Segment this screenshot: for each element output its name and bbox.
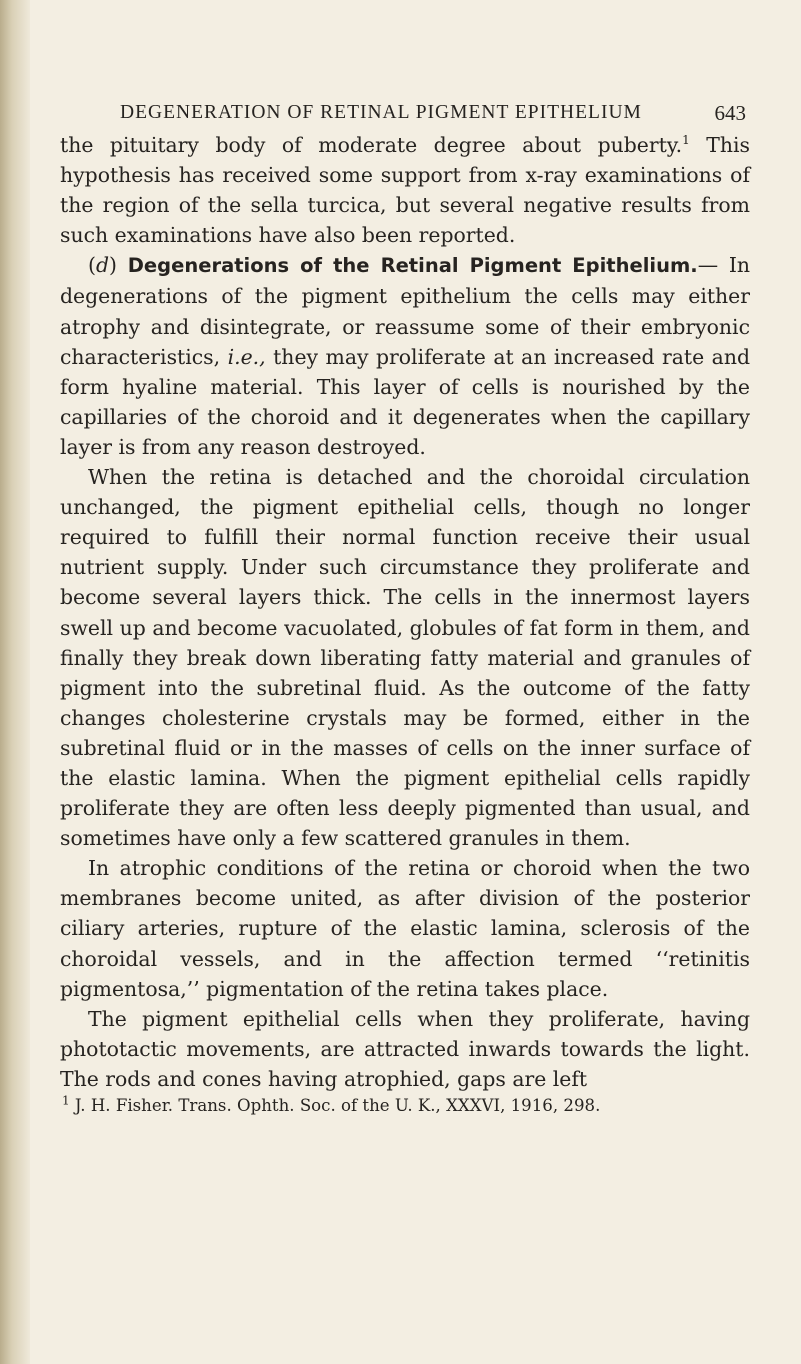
paragraph-3: When the retina is detached and the choroidal circulation unchanged, the pigment epithelial cells, though no longer required to fulfill their normal function receive their usual nutrient supply. Under such circumstance they proliferate and become several layers thick. The cells in the innermost layers swell up and become vacuolated, globules of fat form in them, and finally they break down liberating fatty material and granules of pigment into the subretinal fluid. As the outcome of the fatty changes cholesterine crystals may be formed, either in the subretinal fluid or in the masses of cells on the inner surface of the elastic lamina. When the pigment epithelial cells rapidly proliferate they are often less deeply pigmented than usual, and sometimes have only a few scattered granules in them. — [60, 465, 750, 851]
footnote-marker: 1 — [62, 1093, 70, 1108]
page-number: 643 — [714, 101, 746, 125]
running-head-title: DEGENERATION OF RETINAL PIGMENT EPITHELIUM — [120, 102, 642, 123]
paragraph-4: In atrophic conditions of the retina or choroid when the two membranes become united, as after division of the posterior ciliary arteries, rupture of the elastic lamina, sclerosis of the choroidal vessels, and in the affection termed ‘‘retinitis pigmentosa,’’ pigmentation of the retina takes place. — [60, 856, 750, 1001]
paragraph-2: (d) Degenerations of the Retinal Pigment Epithelium.— In degenerations of the pigment epithelium the cells may either atrophy and disintegrate, or reassume some of their embryonic characteristics, i.e., they may proliferate at an increased rate and form hyaline material. This layer of cells is nourished by the capillaries of the choroid and it degenerates when the capillary layer is from any reason destroyed. — [60, 253, 751, 459]
footnote-reference: 1 — [682, 133, 690, 148]
book-page — [60, 96, 750, 1118]
running-head — [60, 96, 750, 130]
paragraph-5: The pigment epithelial cells when they proliferate, having phototactic movements, are attracted inwards towards the light. The rods and cones having atrophied, gaps are left — [60, 1006, 750, 1091]
footnote — [60, 1094, 750, 1118]
section-heading: Degenerations of the Retinal Pigment Epithelium. — [127, 254, 698, 278]
section-label: (d) — [88, 253, 117, 278]
body-text — [60, 130, 750, 1094]
footnote-text: J. H. Fisher. Trans. Ophth. Soc. of the U. K., XXXVI, 1916, 298. — [69, 1096, 601, 1115]
book-gutter-shadow — [0, 0, 30, 1364]
paragraph-1: the pituitary body of moderate degree about puberty.$^1$ This hypothesis has received some support from x-ray examinations of the region of the sella turcica, but several negative results from such examinations have also been reported. — [60, 133, 750, 248]
